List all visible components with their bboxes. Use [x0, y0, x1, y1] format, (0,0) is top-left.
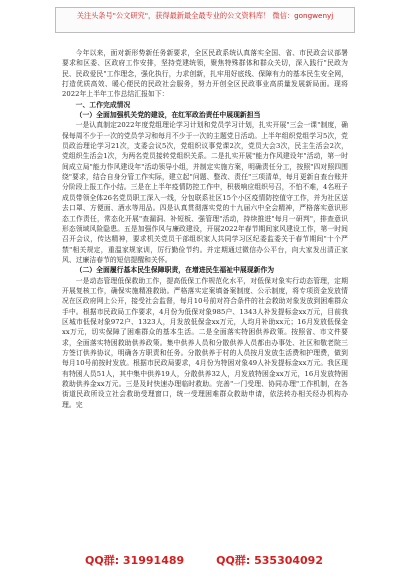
livelihood-paragraph: 一是动态管理低保救助工作，提高低保工作规范化水平，对低保对象实行动态管理，定期开展复核工作，确保实施精准救助。严格落实定案填备案制度、公示制度，将专项资金发放情况在区政府网上公开，接受社会监督，每月10号前对符合条件的社会救助对象发放到困难群众手中。根据市民政局工作要求，4月份为低保对象985户、1343人补发提标金xx万元，目前我区城市低保对象972户、1323人，月发放低保金xx万元，人均月补助xx元；16月发放低保金xx万元，切实保障了困难群众的基本生活。二是全面落实特困供养政策。按照省、市文件要求，全面落实特困救助供养政策。集中供养人员和分散供养人员都由办事处、社区和敬老院三方签订供养协议，明确各方职责和任务。分散供养于村的人员按月发放生活费和护理费，做到每月10号前按时发放。根据市民政局要求，4月份为特困对象49人补发提标金xx万元。我区现有特困人员51人，其中集中供养19人，分散供养32人，月发放特困金xx万元，16月发放特困救助供养金xx万元。三是及时快速办理临时救助。完善"一门受理、协同办理"工作机制，在各街道民政所设立社会救助受理窗口，统一受理困难群众救助申请，依法转办相关经办机构办理。完 — [62, 276, 348, 409]
section-heading: 一、工作完成情况 — [75, 100, 131, 109]
subsection-heading-party-building: （一）全面加强机关党的建设，在红军政治责任中展现新担当 — [75, 111, 261, 120]
party-building-paragraph: 一是认真制定2022年度党组理论学习计划和党员学习计划，扎实开展"三会一课"制度，确保每周不少于一次的党员学习和每月不少于一次的主题党日活动。上半年组织党组学习5次，党员政治理论学习21次，支委会议5次，党组织议事党课2次，党员大会3次，民主生活会2次，党组织生活会1次，为两名党员接转党组织关系。二是扎实开展"能力作风建设年"活动，第一时间成立局"能力作风建设年"活动领导小组，并制定实施方案，明确责任分工，按照"四对照四围绕"要求，结合自身分管工作实际，建立起"问题、整改、责任"三项清单，每月更新自查台账并分阶段上报工作小结。三是在上半年疫情防控工作中，积极响应组织号召，不怕不难，4名班子成员带领全体26名党员职工深入一线，分包联系社区15个小区疫情防控值守工作，并为社区送去口罩、方便面、酒水等用品。四是认真贯彻落实党的十九届六中全会精神，严格落实意识形态工作责任，常态化开展"查漏洞、补短板、强管理"活动，持续推进"每月一研判"，排查意识形态领域风险隐患。五是加强作风与廉政建设，开展2022年春节期间家风建设工作，第一时间召开会议，传达精神，要求机关党员干部组织家人共同学习区纪委监委关于春节期间"十个严禁"相关规定，重温家规家训，厉行勤俭节约。并定期通过微信办公平台，向大家发出清正家风、过廉洁春节的短信提醒和关怀。 — [62, 121, 348, 264]
intro-paragraph: 今年以来，面对新形势新任务新要求，全区民政系统认真落实全国、省、市民政会议部署要求和区委、区政府工作安排，坚持党建统领，聚焦特殊群体和群众关切，深入践行"民政为民、民政爱民"工作理念，强化执行，力求创新，扎牢用好底线、保障有力的基本民生安全网，打造优质高效、暖心便民的民政社会服务，努力开创全区民政事业高质量发展新局面。现将2022年上半年工作总结汇报如下： — [62, 49, 348, 99]
page-footer — [0, 548, 408, 572]
qq-group-2: QQ群: 535304092 — [216, 554, 323, 567]
subsection-heading-livelihood: （二）全面履行基本民生保障职责，在增进民生福祉中展现新作为 — [75, 266, 275, 275]
promo-banner-text: 关注头条号"公文研究"，获得最新最全最专业的公文资料库！ 微信：gongwenyj — [76, 11, 334, 20]
document-body — [62, 48, 348, 410]
qq-group-1: QQ群: 31991489 — [85, 554, 185, 567]
promo-banner — [55, 7, 355, 33]
